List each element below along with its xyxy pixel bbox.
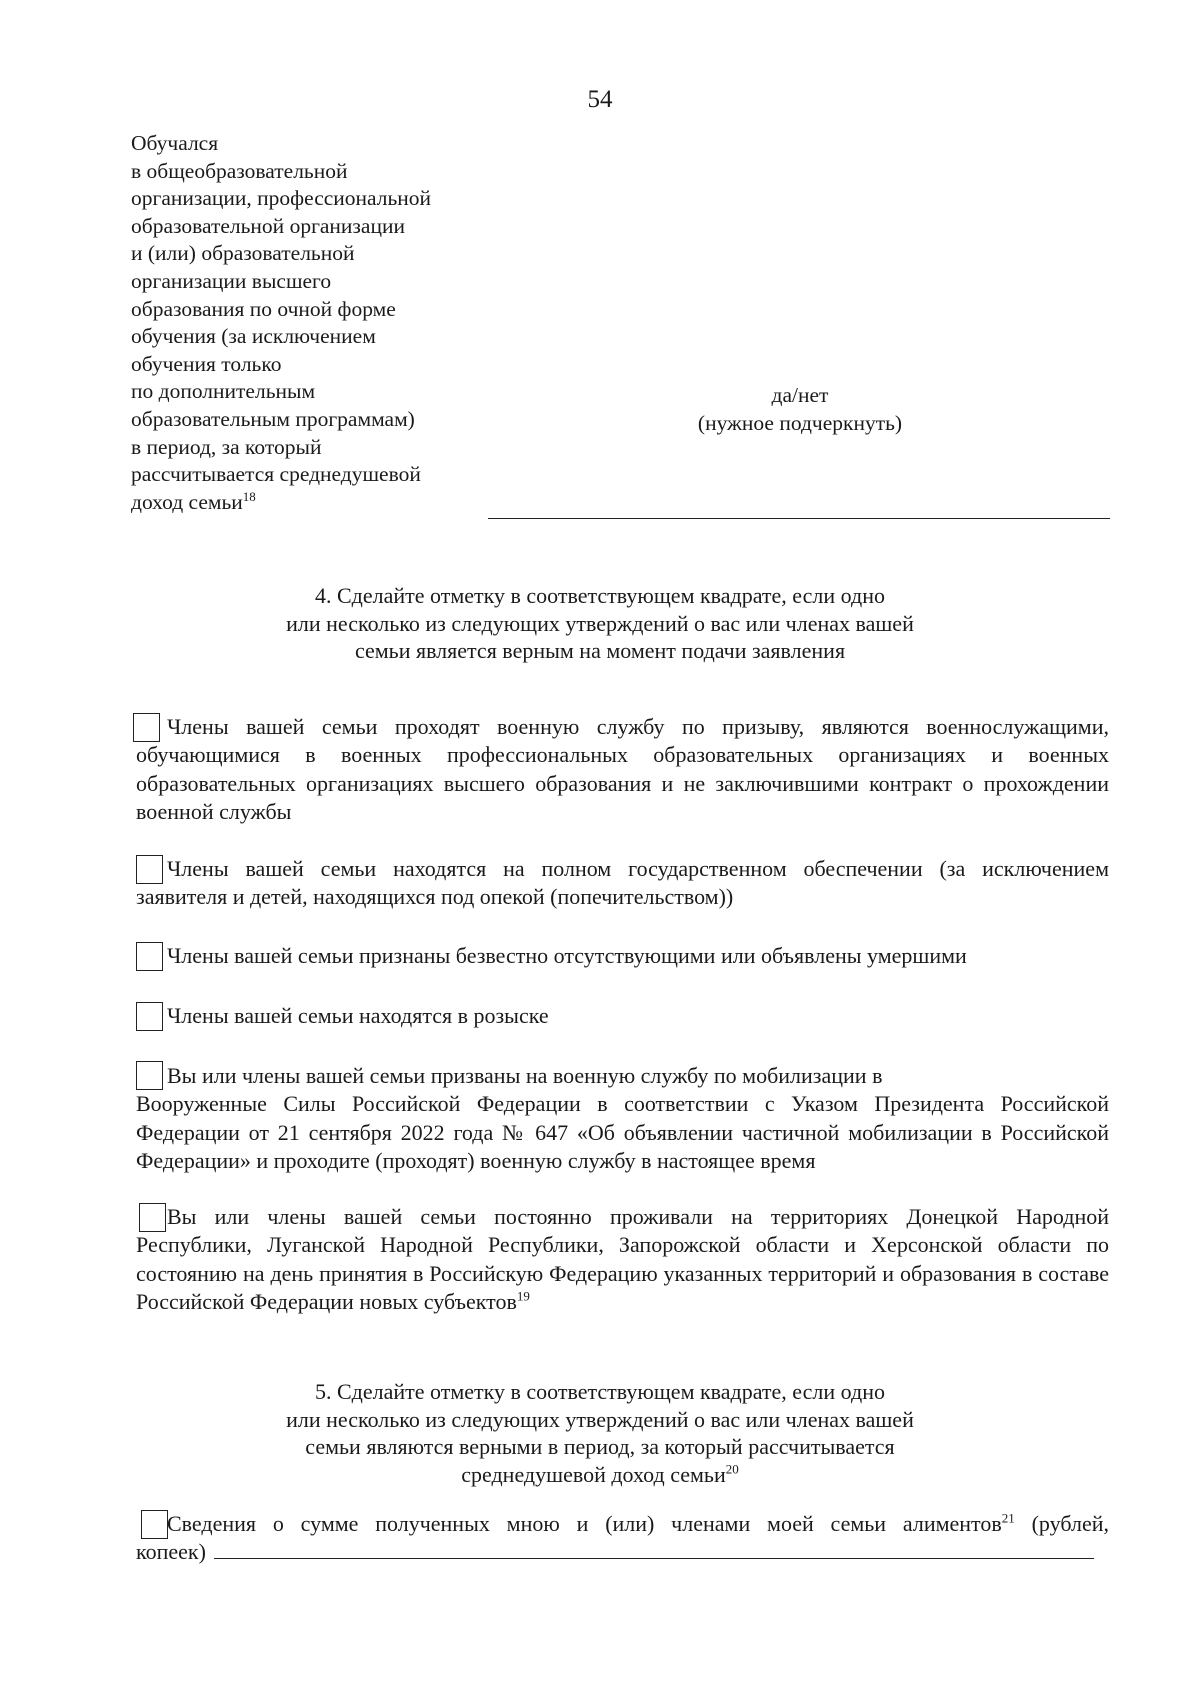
statement-missing-deceased	[136, 942, 1109, 970]
footnote-ref: 18	[242, 488, 256, 504]
question-line: обучения (за исключением	[131, 324, 376, 349]
section-4-heading	[230, 582, 970, 665]
question-line	[131, 489, 491, 517]
section-5-heading	[230, 1378, 970, 1488]
heading-line-text: среднедушевой доход семьи	[461, 1461, 726, 1487]
heading-line: или несколько из следующих утверждений о вас или членах вашей	[286, 1406, 914, 1432]
heading-line: или несколько из следующих утверждений о вас или членах вашей	[286, 610, 914, 636]
statement-first-line: Члены вашей семьи находятся на полном государственном обеспечении (за исключением	[167, 856, 1109, 881]
question-line: рассчитывается среднедушевой	[131, 462, 421, 487]
question-line: организации, профессиональной	[131, 186, 432, 211]
footnote-ref: 20	[725, 1461, 739, 1477]
footnote-ref: 19	[516, 1288, 530, 1304]
question-line: в период, за который	[131, 434, 322, 459]
alimony-amount-line[interactable]	[214, 1557, 1094, 1559]
statement-military-service	[136, 713, 1109, 827]
statement-rest: копеек)	[136, 1539, 206, 1565]
statement-rest: обучающимися в военных профессиональных образовательных организациях и военных образовательных организациях высшего образования и не заключившими контракт о прохождении военной службы	[136, 742, 1109, 825]
statement-rest: Республики, Луганской Народной Республики, Запорожской области и Херсонской области по состоянию на день принятия в Российскую Федерацию указанных территорий и образования в составе Российской Федерации новых субъектов	[136, 1232, 1109, 1315]
heading-line	[230, 1461, 970, 1489]
heading-line: 4. Сделайте отметку в соответствующем квадрате, если одно	[315, 583, 885, 608]
question-label	[131, 130, 491, 516]
answer-signature-line[interactable]	[488, 518, 1110, 519]
question-line: организации высшего	[131, 268, 332, 293]
statement-text: Сведения о сумме полученных мною и (или) членами моей семьи алиментов	[167, 1511, 1002, 1536]
heading-line: 5. Сделайте отметку в соответствующем квадрате, если одно	[315, 1379, 885, 1404]
answer-options	[640, 382, 960, 437]
statement-first-line: Вы или члены вашей семьи призваны на военную службу по мобилизации в	[167, 1063, 883, 1088]
statement-mobilization	[136, 1062, 1109, 1176]
heading-line: семьи является верным на момент подачи заявления	[354, 638, 846, 664]
question-line-text: доход семьи	[131, 489, 243, 514]
statement-text-end: (рублей,	[1014, 1511, 1109, 1536]
question-line: Обучался	[131, 131, 219, 155]
question-line: в общеобразовательной	[131, 158, 348, 183]
statement-first-line: Вы или члены вашей семьи постоянно проживали на территориях Донецкой Народной	[167, 1204, 1109, 1229]
answer-instruction: (нужное подчеркнуть)	[697, 410, 903, 435]
answer-yes-no[interactable]: да/нет	[771, 383, 829, 407]
question-line: по дополнительным	[131, 379, 316, 404]
statement-first-line: Члены вашей семьи находятся в розыске	[167, 1003, 549, 1028]
statement-state-support	[136, 855, 1109, 912]
statement-first-line: Члены вашей семьи проходят военную службу по призыву, являются военнослужащими,	[167, 714, 1109, 739]
footnote-ref: 21	[1001, 1510, 1015, 1526]
statement-rest: заявителя и детей, находящихся под опекой (попечительством))	[136, 884, 734, 910]
page-number: 54	[587, 86, 613, 113]
statement-alimony	[136, 1510, 1109, 1567]
statement-first-line	[136, 1510, 1109, 1538]
statement-wanted	[136, 1002, 1109, 1030]
question-line: образования по очной форме	[131, 296, 396, 321]
statement-new-territories	[136, 1203, 1109, 1317]
question-line: обучения только	[131, 351, 282, 376]
heading-line: семьи являются верными в период, за который рассчитывается	[305, 1434, 895, 1460]
question-line: образовательным программам)	[131, 406, 415, 431]
question-line: образовательной организации	[131, 213, 405, 238]
statement-first-line: Члены вашей семьи признаны безвестно отсутствующими или объявлены умершими	[167, 943, 967, 968]
statement-rest: Вооруженные Силы Российской Федерации в соответствии с Указом Президента Российской Федерации от 21 сентября 2022 года № 647 «Об объявлении частичной мобилизации в Российской Федерации» и проходите (проходят) военную службу в настоящее время	[136, 1091, 1109, 1174]
question-line: и (или) образовательной	[131, 241, 355, 266]
